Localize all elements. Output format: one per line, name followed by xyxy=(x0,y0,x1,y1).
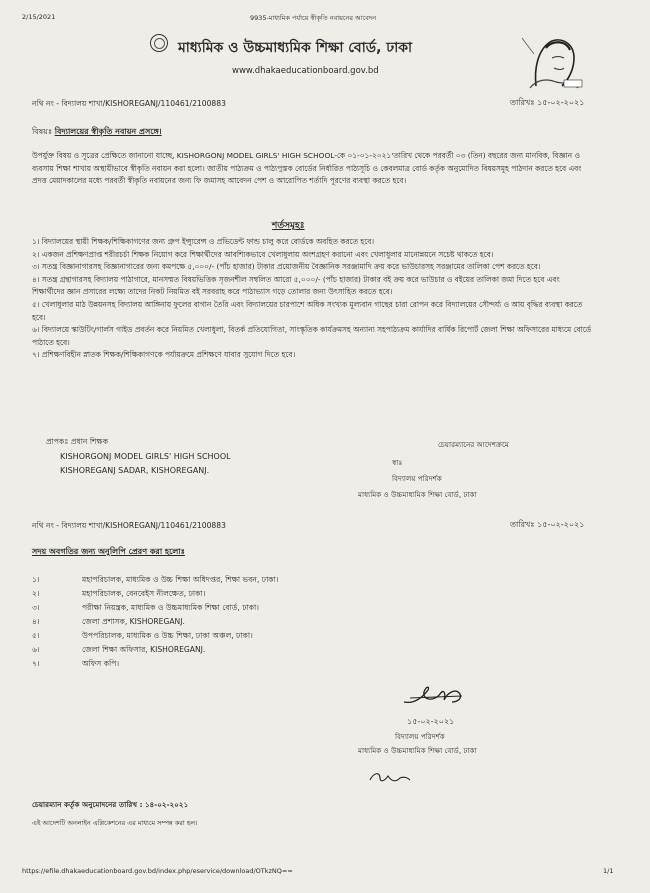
recipient-label: প্রাপকঃ প্রধান শিক্ষক xyxy=(46,437,109,446)
condition-item: ৩। সতন্ত্র বিজ্ঞানাগারসহ বিজ্ঞানাগারের জন্য কমপক্ষে ৫,০০০/- (পাঁচ হাজার) টাকার প্রয়োজনীয় বৈজ্ঞানিক সরঞ্জামাদি ক্রয় করে ভাউচারসহ সরঞ্জামের তালিকা পেশ করতে হবে। xyxy=(32,262,541,272)
recipient-address: KISHOREGANJ SADAR, KISHOREGANJ. xyxy=(60,466,210,475)
signatory2-title: বিদ্যালয় পরিদর্শক xyxy=(395,732,445,741)
condition-item: ৪। সতন্ত্র গ্রন্থাগারসহ বিদ্যালয় পাঠাগারে, মানসম্মত বিষয়ভিত্তিক সৃজনশীল সম্বলিত আরো ৫,০০০/- (পাঁচ হাজার) টাকার বই ক্রয় করে ভাউচার ও বইয়ের তালিকা জমা দিতে হবে এবং শিক্ষার্থীদের জ্ঞান প্রসারের লক্ষ্যে তাদের নিকট নিয়মিত বই সরবরাহ করে পাঠাভ্যাস গড়ে তোলার জন্য উৎসাহিত করতে হবে। xyxy=(32,274,560,297)
memo2-date: তারিখঃ ১৫-০২-২০২১ xyxy=(510,520,585,529)
copy-item: ৫। উপপরিচালক, মাধ্যমিক ও উচ্চ শিক্ষা, ঢাকা অঞ্চল, ঢাকা। xyxy=(32,631,253,640)
signatory-title: বিদ্যালয় পরিদর্শক xyxy=(392,474,442,483)
print-page: 1/1 xyxy=(603,867,614,875)
chairman-order: চেয়ারম্যানের আদেশক্রমে xyxy=(438,440,509,449)
online-note: এই আদেশটি অনলাইন এপ্লিকেশনের এর মাধ্যমে সম্পন্ন করা হল। xyxy=(32,819,198,827)
print-date: 2/15/2021 xyxy=(22,13,56,21)
copy-heading: সদয় অবগতির জন্য অনুলিপি প্রেরণ করা হলোঃ xyxy=(32,547,185,556)
org-name: মাধ্যমিক ও উচ্চমাধ্যমিক শিক্ষা বোর্ড, ঢাকা xyxy=(178,40,413,56)
website: www.dhakaeducationboard.gov.bd xyxy=(232,66,379,76)
memo-date: তারিখঃ ১৫-০২-২০২১ xyxy=(510,98,585,107)
approval-date: চেয়ারম্যান কর্তৃক অনুমোদনের তারিখ : ১৪-০২-২০২১ xyxy=(32,800,189,809)
signed-mark: স্বাঃ xyxy=(392,458,403,467)
portrait-illustration xyxy=(516,28,586,90)
condition-item: ২। একজন প্রশিক্ষণপ্রাপ্ত শরীরচর্চা শিক্ষক নিয়োগ করে শিক্ষার্থীদের আবশ্যিকভাবে খেলাধুলায় অংশগ্রহণ করানো এবং খেলাধুলার মানোন্নয়নে সচেষ্ট থাকতে হবে। xyxy=(32,249,494,259)
condition-item: ৬। বিদ্যালয়ে স্কাউটিং/গার্লস গাইড প্রবর্তন করে নিয়মিত খেলাধুলা, বিতর্ক প্রতিযোগিতা, সাংস্কৃতিক কার্যক্রমসহ অন্যান্য সহপাঠ্যক্রম কার্যাদির বার্ষিক রিপোর্ট জেলা শিক্ষা অফিসারের মাধ্যমে বোর্ডে পাঠাতে হবে। xyxy=(32,325,592,347)
conditions-heading: শর্তসমূহঃ xyxy=(272,221,305,231)
inspector-signature xyxy=(400,680,470,710)
copy-list xyxy=(32,573,279,671)
memo-ref: নথি নং - বিদ্যালয় শাখা/KISHOREGANJ/110461/2100883 xyxy=(32,99,226,108)
condition-item: ১। বিদ্যালয়ের স্থায়ী শিক্ষক/শিক্ষিকাগণের জন্য গ্রুপ ইন্স্যুরেন্স ও প্রভিডেন্ট ফান্ড চালু করে বোর্ডকে অবহিত করতে হবে। xyxy=(32,237,375,246)
print-title: 9935-মাধ্যমিক পর্যায়ে স্বীকৃতি নবায়নের আবেদন xyxy=(250,14,377,22)
copy-item: ৩। পরীক্ষা নিয়ন্ত্রক, মাধ্যমিক ও উচ্চমাধ্যমিক শিক্ষা বোর্ড, ঢাকা। xyxy=(32,603,259,612)
sign-date: ১৫-০২-২০২১ xyxy=(407,717,455,726)
signatory2-org: মাধ্যমিক ও উচ্চমাধ্যমিক শিক্ষা বোর্ড, ঢাকা xyxy=(358,746,477,755)
subject-line xyxy=(32,126,162,139)
signatory-org: মাধ্যমিক ও উচ্চমাধ্যমিক শিক্ষা বোর্ড, ঢাকা xyxy=(358,490,477,499)
subject-label: বিষয়ঃ xyxy=(32,127,53,136)
conditions-list xyxy=(32,236,592,362)
copy-item: ৭। অফিস কপি। xyxy=(32,659,120,668)
subject-text: বিদ্যালয়ের স্বীকৃতি নবায়ন প্রসঙ্গে। xyxy=(54,127,162,136)
copy-item: ৬। জেলা শিক্ষা অফিসার, KISHOREGANJ. xyxy=(32,645,206,654)
board-seal-icon xyxy=(150,34,168,52)
memo2-ref: নথি নং - বিদ্যালয় শাখা/KISHOREGANJ/110461/2100883 xyxy=(32,521,226,530)
condition-item: ৭। প্রশিক্ষণবিহীন স্নাতক শিক্ষক/শিক্ষিকাগণকে পর্যায়ক্রমে প্রশিক্ষণে যাবার সুযোগ দিতে হবে। xyxy=(32,350,296,360)
body-paragraph: উপর্যুক্ত বিষয় ও সূত্রের প্রেক্ষিতে জানানো যাচ্ছে, KISHORGONJ MODEL GIRLS' HIGH SCHOOL-কে ০১-০১-২০২১'তারিখ থেকে পরবর্তী ০৩ (তিন) বছরের জন্য মানবিক, বিজ্ঞান ও ব্যবসায় শিক্ষা শাখায় অস্থায়ীভাবে স্বীকৃতি নবায়ন করা হলো। জাতীয় পাঠ্যক্রম ও পাঠ্যপুস্তক বোর্ডের নির্ধারিত পাঠ্যসূচি ও কেবলমাত্র বোর্ড কর্তৃক অনুমোদিত বিষয়সমূহ পাঠদান করতে হবে এবং প্রদত্ত মেয়াদকালের মধ্যে পরবর্তী স্বীকৃতি নবায়নের জন্য ফি জমাসহ আবেদন পেশ ও আরোপিত শর্তাদি পূরণের ব্যবস্থা করতে হবে। xyxy=(32,151,582,186)
copy-item: ১। মহাপরিচালক, মাধ্যমিক ও উচ্চ শিক্ষা অধিদপ্তর, শিক্ষা ভবন, ঢাকা। xyxy=(32,575,279,584)
print-url: https://efile.dhakaeducationboard.gov.bd/index.php/eservice/download/OTkzNQ== xyxy=(22,867,293,875)
copy-item: ৪। জেলা প্রশাসক, KISHOREGANJ. xyxy=(32,617,185,626)
recipient-school: KISHORGONJ MODEL GIRLS' HIGH SCHOOL xyxy=(60,452,231,461)
copy-item: ২। মহাপরিচালক, বেনবেইস নীলক্ষেত, ঢাকা। xyxy=(32,589,206,598)
condition-item: ৫। খেলাধুলার মাঠ উন্নয়নসহ বিদ্যালয় আঙ্গিনায় ফুলের বাগান তৈরি এবং বিদ্যালয়ের চারপাশে অধিক সংখ্যক মূল্যবান গাছের চারা রোপন করে বিদ্যালয়ের সৌন্দর্য্য ও আয় বৃদ্ধির ব্যবস্থা করতে হবে। xyxy=(32,299,583,322)
chairman-initial xyxy=(366,768,412,786)
